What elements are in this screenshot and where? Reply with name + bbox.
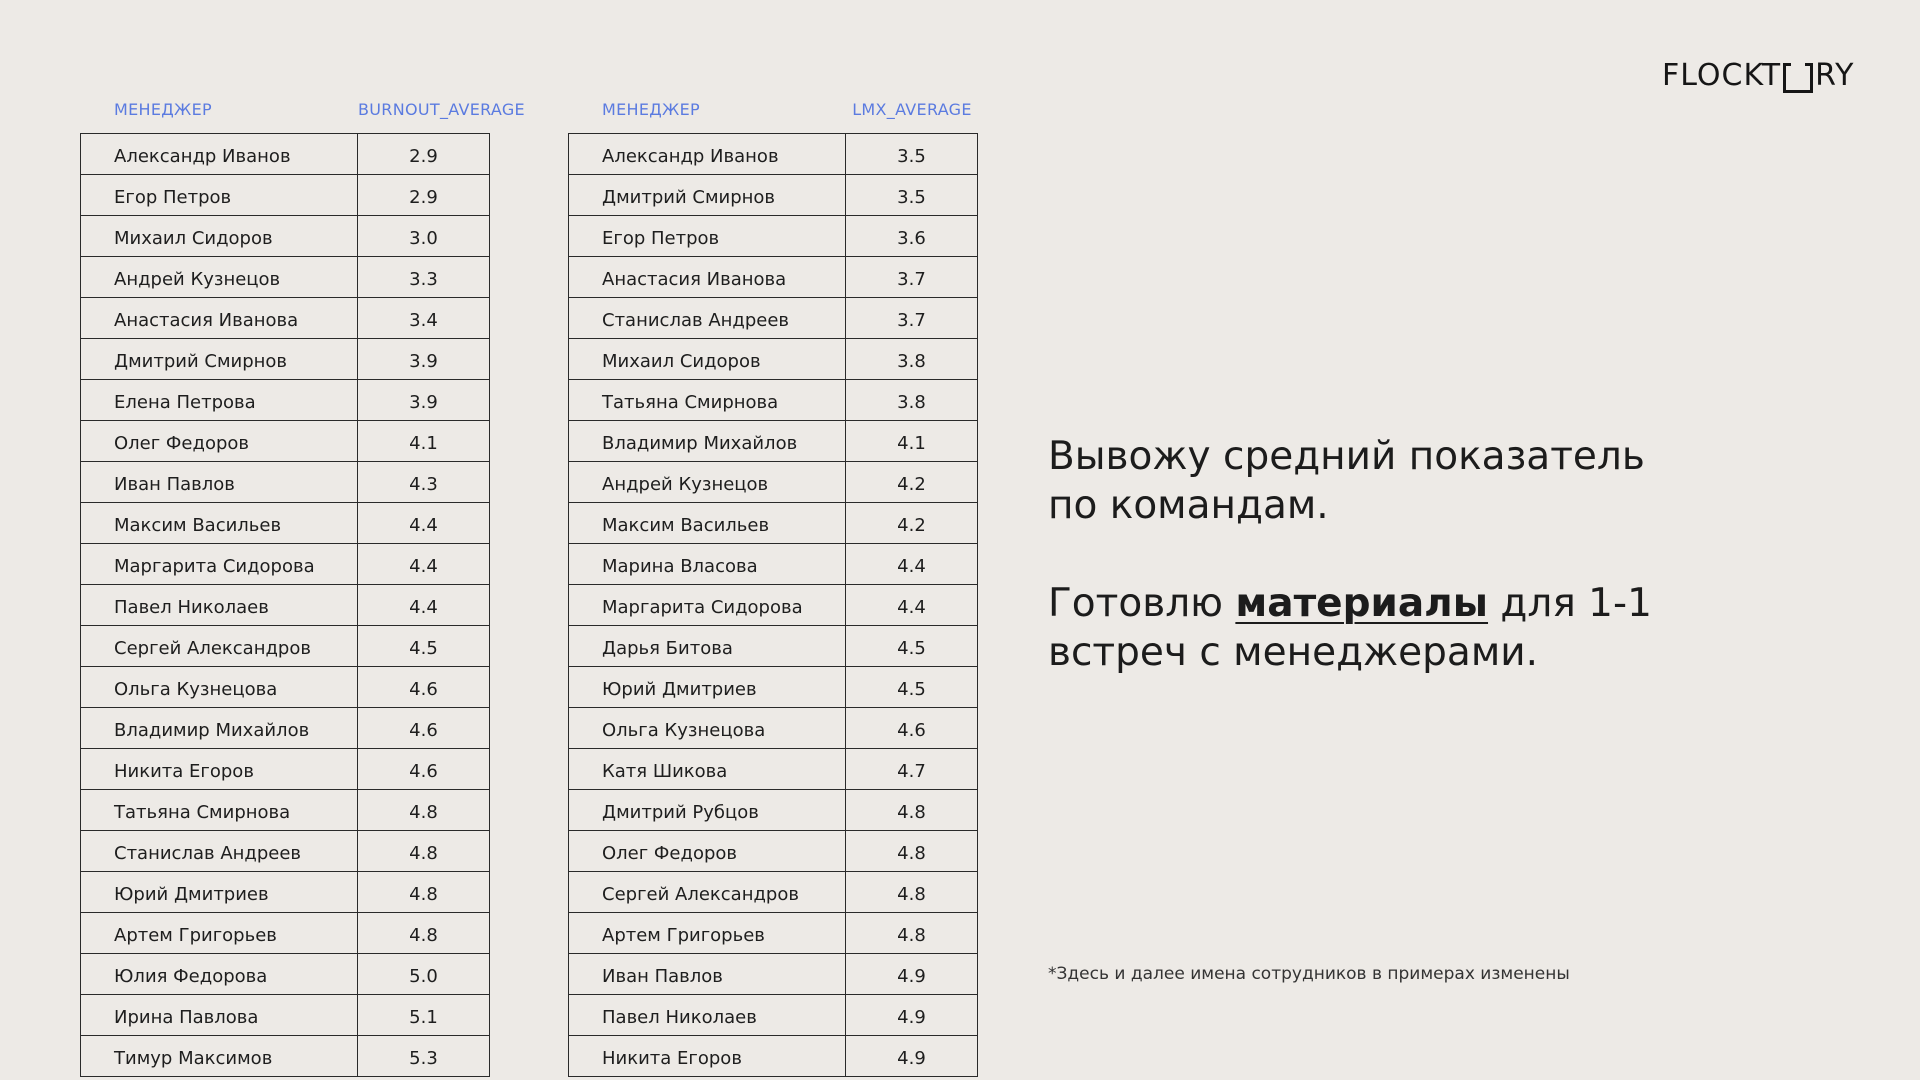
table-row [569, 1036, 978, 1077]
average-value-cell: 4.4 [358, 585, 490, 626]
average-value-cell: 3.8 [846, 339, 978, 380]
materials-link[interactable]: материалы [1235, 581, 1489, 626]
manager-name-cell: Юрий Дмитриев [569, 667, 846, 708]
average-value-cell: 4.9 [846, 1036, 978, 1077]
manager-name-cell: Артем Григорьев [569, 913, 846, 954]
table-row [81, 380, 490, 421]
average-value-cell: 4.8 [846, 831, 978, 872]
table-row [81, 954, 490, 995]
manager-name-cell: Ирина Павлова [81, 995, 358, 1036]
headline-line-3-after: для 1-1 [1488, 581, 1652, 626]
average-value-cell: 3.7 [846, 257, 978, 298]
average-value-cell: 4.1 [358, 421, 490, 462]
manager-name-cell: Дарья Битова [569, 626, 846, 667]
manager-name-cell: Маргарита Сидорова [569, 585, 846, 626]
table-row [569, 298, 978, 339]
table-row [81, 257, 490, 298]
average-value-cell: 4.9 [846, 954, 978, 995]
manager-name-cell: Олег Федоров [81, 421, 358, 462]
burnout-table-header [80, 96, 525, 122]
average-value-cell: 4.2 [846, 462, 978, 503]
lmx-table-header [568, 96, 978, 122]
burnout-table-body [80, 133, 490, 1077]
table-row [81, 585, 490, 626]
manager-name-cell: Марина Власова [569, 544, 846, 585]
manager-name-cell: Иван Павлов [569, 954, 846, 995]
headline-line-2: по командам. [1048, 483, 1329, 528]
table-row [81, 872, 490, 913]
average-value-cell: 4.6 [358, 708, 490, 749]
manager-name-cell: Владимир Михайлов [81, 708, 358, 749]
table-row [81, 995, 490, 1036]
average-value-cell: 4.2 [846, 503, 978, 544]
table-row [569, 585, 978, 626]
average-value-cell: 4.8 [358, 831, 490, 872]
average-value-cell: 4.4 [846, 585, 978, 626]
average-value-cell: 3.9 [358, 380, 490, 421]
average-value-cell: 5.0 [358, 954, 490, 995]
table-row [569, 790, 978, 831]
average-value-cell: 4.8 [846, 913, 978, 954]
table-row [569, 257, 978, 298]
table-row [569, 421, 978, 462]
headline-line-4: встреч с менеджерами. [1048, 630, 1538, 675]
manager-name-cell: Дмитрий Смирнов [81, 339, 358, 380]
logo-text-right: RY [1815, 58, 1855, 93]
average-value-cell: 4.5 [846, 667, 978, 708]
manager-name-cell: Тимур Максимов [81, 1036, 358, 1077]
average-value-cell: 4.6 [358, 749, 490, 790]
average-value-cell: 5.1 [358, 995, 490, 1036]
lmx-table-body [568, 133, 978, 1077]
average-value-cell: 4.5 [358, 626, 490, 667]
average-value-cell: 4.8 [358, 872, 490, 913]
table-row [569, 667, 978, 708]
table-row [569, 544, 978, 585]
headline-line-3-before: Готовлю [1048, 581, 1236, 626]
table-row [81, 1036, 490, 1077]
average-value-cell: 4.5 [846, 626, 978, 667]
manager-name-cell: Юрий Дмитриев [81, 872, 358, 913]
manager-name-cell: Татьяна Смирнова [81, 790, 358, 831]
manager-name-cell: Александр Иванов [81, 134, 358, 175]
table-row [81, 626, 490, 667]
average-value-cell: 3.6 [846, 216, 978, 257]
manager-name-cell: Сергей Александров [569, 872, 846, 913]
average-value-cell: 3.5 [846, 134, 978, 175]
headline-line-1: Вывожу средний показатель [1048, 434, 1645, 479]
table-row [569, 175, 978, 216]
average-value-cell: 2.9 [358, 175, 490, 216]
logo-text-left: FLOCKT [1662, 58, 1782, 93]
average-value-cell: 4.9 [846, 995, 978, 1036]
table-row [81, 462, 490, 503]
manager-name-cell: Дмитрий Смирнов [569, 175, 846, 216]
manager-name-cell: Артем Григорьев [81, 913, 358, 954]
average-value-cell: 3.8 [846, 380, 978, 421]
manager-name-cell: Михаил Сидоров [569, 339, 846, 380]
table-row [81, 544, 490, 585]
average-value-cell: 3.9 [358, 339, 490, 380]
footnote: *Здесь и далее имена сотрудников в примерах изменены [1048, 964, 1570, 984]
table-row [569, 954, 978, 995]
table-row [81, 749, 490, 790]
table-row [81, 339, 490, 380]
average-value-cell: 4.8 [846, 790, 978, 831]
table-row [569, 749, 978, 790]
manager-name-cell: Андрей Кузнецов [81, 257, 358, 298]
manager-name-cell: Анастасия Иванова [81, 298, 358, 339]
manager-name-cell: Андрей Кузнецов [569, 462, 846, 503]
table-row [81, 298, 490, 339]
table-row [569, 462, 978, 503]
manager-name-cell: Егор Петров [569, 216, 846, 257]
manager-name-cell: Владимир Михайлов [569, 421, 846, 462]
table-row [569, 216, 978, 257]
table-row [569, 708, 978, 749]
average-value-cell: 4.1 [846, 421, 978, 462]
table-row [569, 995, 978, 1036]
table-row [81, 708, 490, 749]
average-value-cell: 3.0 [358, 216, 490, 257]
manager-name-cell: Ольга Кузнецова [569, 708, 846, 749]
logo-square-icon [1783, 63, 1813, 93]
manager-name-cell: Дмитрий Рубцов [569, 790, 846, 831]
burnout-table [80, 96, 525, 1077]
flocktory-logo [1662, 58, 1854, 93]
average-value-cell: 4.8 [358, 790, 490, 831]
manager-name-cell: Сергей Александров [81, 626, 358, 667]
average-value-cell: 4.4 [846, 544, 978, 585]
table-row [81, 421, 490, 462]
manager-name-cell: Егор Петров [81, 175, 358, 216]
manager-name-cell: Анастасия Иванова [569, 257, 846, 298]
table-row [81, 503, 490, 544]
average-value-cell: 2.9 [358, 134, 490, 175]
average-value-cell: 3.7 [846, 298, 978, 339]
manager-name-cell: Юлия Федорова [81, 954, 358, 995]
table-row [81, 667, 490, 708]
column-header-manager: МЕНЕДЖЕР [602, 99, 700, 119]
average-value-cell: 4.4 [358, 544, 490, 585]
table-row [81, 216, 490, 257]
table-row [569, 913, 978, 954]
manager-name-cell: Павел Николаев [569, 995, 846, 1036]
table-row [81, 175, 490, 216]
average-value-cell: 3.3 [358, 257, 490, 298]
table-row [81, 790, 490, 831]
average-value-cell: 5.3 [358, 1036, 490, 1077]
column-header-burnout-average: BURNOUT_AVERAGE [358, 99, 525, 119]
headline-line-3 [1048, 579, 1748, 628]
average-value-cell: 3.5 [846, 175, 978, 216]
table-row [81, 134, 490, 175]
average-value-cell: 4.8 [846, 872, 978, 913]
lmx-table [568, 96, 978, 1077]
average-value-cell: 4.4 [358, 503, 490, 544]
table-row [569, 872, 978, 913]
manager-name-cell: Маргарита Сидорова [81, 544, 358, 585]
table-row [569, 626, 978, 667]
average-value-cell: 4.7 [846, 749, 978, 790]
manager-name-cell: Станислав Андреев [81, 831, 358, 872]
average-value-cell: 4.6 [358, 667, 490, 708]
table-row [569, 134, 978, 175]
manager-name-cell: Катя Шикова [569, 749, 846, 790]
table-row [81, 913, 490, 954]
column-header-lmx-average: LMX_AVERAGE [852, 99, 972, 119]
average-value-cell: 3.4 [358, 298, 490, 339]
manager-name-cell: Ольга Кузнецова [81, 667, 358, 708]
column-header-manager: МЕНЕДЖЕР [114, 99, 212, 119]
average-value-cell: 4.3 [358, 462, 490, 503]
manager-name-cell: Максим Васильев [569, 503, 846, 544]
table-row [569, 831, 978, 872]
manager-name-cell: Александр Иванов [569, 134, 846, 175]
manager-name-cell: Павел Николаев [81, 585, 358, 626]
manager-name-cell: Татьяна Смирнова [569, 380, 846, 421]
table-row [569, 339, 978, 380]
manager-name-cell: Олег Федоров [569, 831, 846, 872]
average-value-cell: 4.8 [358, 913, 490, 954]
manager-name-cell: Никита Егоров [81, 749, 358, 790]
manager-name-cell: Максим Васильев [81, 503, 358, 544]
manager-name-cell: Михаил Сидоров [81, 216, 358, 257]
table-row [569, 503, 978, 544]
table-row [569, 380, 978, 421]
table-row [81, 831, 490, 872]
average-value-cell: 4.6 [846, 708, 978, 749]
slide-headline [1048, 432, 1748, 677]
manager-name-cell: Иван Павлов [81, 462, 358, 503]
manager-name-cell: Станислав Андреев [569, 298, 846, 339]
manager-name-cell: Елена Петрова [81, 380, 358, 421]
manager-name-cell: Никита Егоров [569, 1036, 846, 1077]
